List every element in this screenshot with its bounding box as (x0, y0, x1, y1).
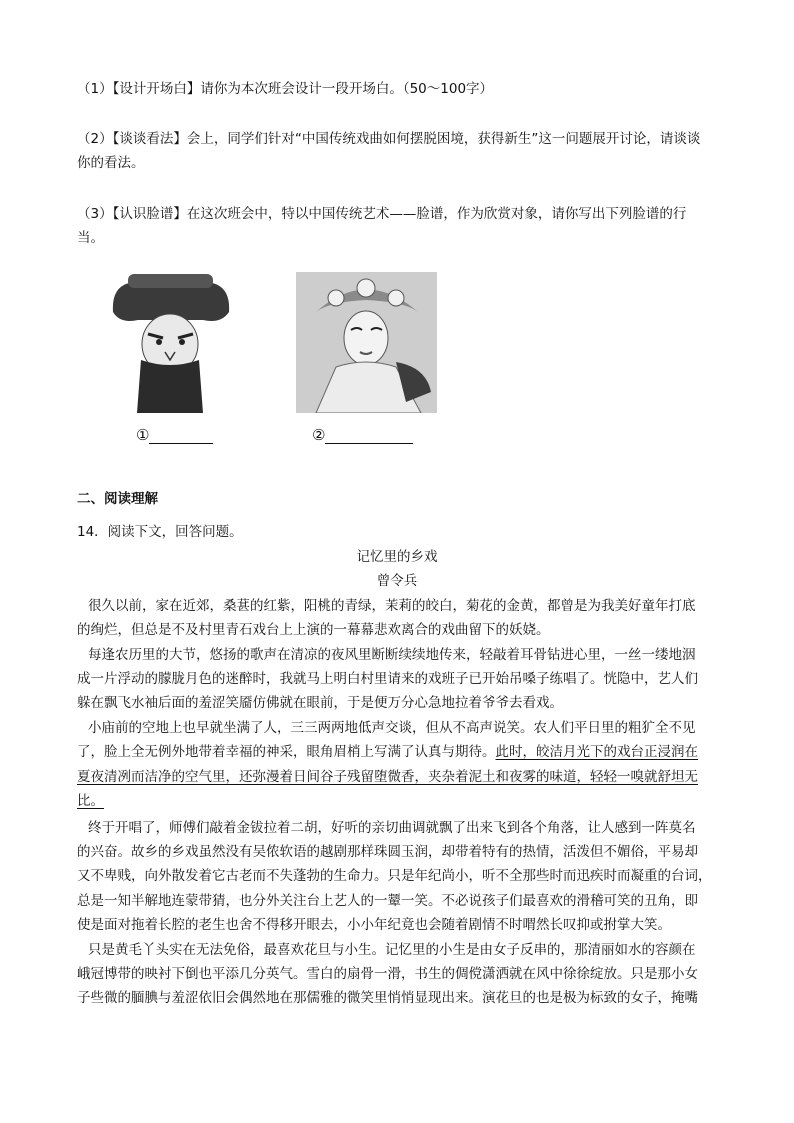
article-line: 躲在飘飞水袖后面的羞涩笑靥仿佛就在眼前，于是便万分心急地拉着爷爷去看戏。 (77, 695, 563, 711)
underlined-sentence-part: 比。 (77, 793, 104, 809)
article-line: 的绚烂，但总是不及村里青石戏台上上演的一幕幕悲欢离合的戏曲留下的妖娆。 (77, 622, 550, 638)
article-line: 子些微的腼腆与羞涩依旧会偶然地在那儒雅的微笑里悄悄显现出来。演花旦的也是极为标致的女子，掩嘴 (77, 990, 698, 1006)
article-line: 很久以前，家在近郊，桑葚的红紫，阳桃的青绿，茉莉的皎白，菊花的金黄，都曾是为我美好童年打底 (88, 598, 696, 614)
question-3-line-1: （3）【认识脸谱】在这次班会中，特以中国传统艺术——脸谱，作为欣赏对象，请你写出下列脸谱的行 (77, 206, 687, 222)
article-line: 小庙前的空地上也早就坐满了人，三三两两地低声交谈，但从不高声说笑。农人们平日里的粗犷全不见 (88, 720, 696, 736)
opera-mask-huadan-icon (296, 272, 437, 413)
blank-line (325, 429, 413, 444)
question-1: （1）【设计开场白】请你为本次班会设计一段开场白。（50～100字） (77, 81, 494, 97)
question-2-line-1: （2）【谈谈看法】会上，同学们针对“中国传统戏曲如何摆脱困境，获得新生”这一问题展开讨论，请谈谈 (77, 131, 701, 147)
mask-1-answer-blank[interactable] (136, 426, 213, 444)
underlined-sentence-part: 此时，皎洁月光下的戏台正浸润在 (495, 744, 698, 760)
mask-2-answer-blank[interactable] (312, 426, 413, 444)
article-line: 只是黄毛丫头实在无法免俗，最喜欢花旦与小生。记忆里的小生是由女子反串的，那清丽如水的容颜在 (88, 942, 696, 958)
article-line-part: 了，脸上全无例外地带着幸福的神采，眼角眉梢上写满了认真与期待。 (77, 744, 496, 760)
article-line: 终于开唱了，师傅们敲着金钹拉着二胡，好听的亲切曲调就飘了出来飞到各个角落，让人感到一阵莫名 (88, 820, 696, 836)
question-2-line-2: 你的看法。 (77, 155, 145, 171)
blank-line (149, 429, 213, 444)
article-line (77, 743, 698, 761)
article-line: 成一片浮动的朦胧月色的迷醉时，我就马上明白村里请来的戏班子已开始吊嗓子练唱了。恍隐中，艺人们 (77, 671, 698, 687)
article-line: 每逢农历里的大节，悠扬的歌声在清凉的夜风里断断续续地传来，轻敲着耳骨钻进心里，一丝一缕地洇 (88, 647, 696, 663)
question-3-line-2: 当。 (77, 230, 104, 246)
article-line: 总是一知半解地连蒙带猜，也分外关注台上艺人的一颦一笑。不必说孩子们最喜欢的滑稽可笑的丑角，即 (77, 893, 698, 909)
underlined-sentence-part: 夏夜清冽而洁净的空气里，还弥漫着日间谷子残留堕微香，夹杂着泥土和夜雾的味道，轻轻一嗅就舒坦无 (77, 769, 698, 785)
opera-mask-bearded-general-icon (103, 272, 238, 413)
article-author: 曾令兵 (376, 573, 418, 589)
mask-2-label: ② (312, 426, 326, 444)
article-line: 使是面对拖着长腔的老生也舍不得移开眼去，小小年纪竟也会随着剧情不时喟然长叹抑或拊掌大笑。 (77, 917, 671, 933)
question-14-prompt: 14．阅读下文，回答问题。 (77, 524, 243, 540)
article-line: 峨冠博带的映衬下倒也平添几分英气。雪白的扇骨一滑，书生的倜傥潇洒就在风中徐徐绽放。只是那小女 (77, 966, 698, 982)
article-line: 的兴奋。故乡的乡戏虽然没有吴侬软语的越剧那样珠圆玉润，却带着特有的热情，活泼但不媚俗，平易却 (77, 844, 698, 860)
section-title: 二、阅读理解 (77, 491, 158, 507)
article-line: 又不卑贱，向外散发着它古老而不失蓬勃的生命力。只是年纪尚小，听不全那些时而迅疾时而凝重的台词， (77, 868, 712, 884)
article-title: 记忆里的乡戏 (356, 549, 438, 565)
mask-1-label: ① (136, 426, 150, 444)
